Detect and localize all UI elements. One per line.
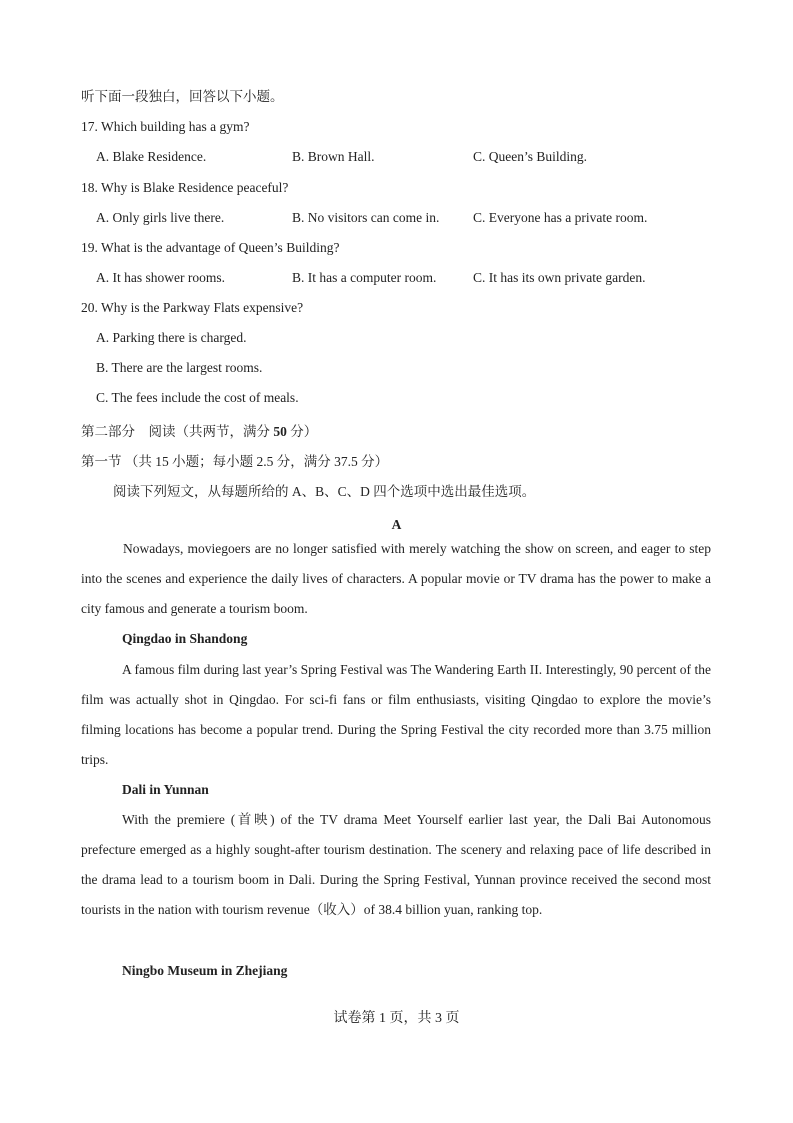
option-c: C. It has its own private garden. (473, 270, 646, 285)
section-1-title: 第一节 （共 15 小题；每小题 2.5 分，满分 37.5 分） (81, 454, 389, 469)
option-b: B. It has a computer room. (292, 270, 437, 285)
page-footer: 试卷第 1 页，共 3 页 (333, 1011, 460, 1026)
section-text-dali: With the premiere (首映) of the TV drama Meet Yourself earlier last year, the Dali Bai Autonomous prefecture emerged as a highly sought-after tourism destination. The scenery and relaxing pace of life described in the drama lead to a tourism boom in Dali. During the Spring Festival, Yunnan province received the second most tourists in the nation with tourism revenue（收入）of 38.4 billion yuan, ranking top. (81, 812, 711, 917)
option-b: B. Brown Hall. (292, 149, 375, 164)
passage-intro-paragraph: Nowadays, moviegoers are no longer satisfied with merely watching the show on screen, and eager to step into the scenes and experience the daily lives of characters. A popular movie or TV drama has the power to make a city famous and generate a tourism boom. (81, 541, 711, 616)
part-2-score: 50 (273, 424, 287, 439)
section-title-dali: Dali in Yunnan (122, 782, 209, 797)
passage-letter: A (391, 517, 402, 532)
question-20-option-a: A. Parking there is charged. (96, 330, 247, 345)
listening-instruction: 听下面一段独白，回答以下小题。 (81, 89, 284, 104)
question-18-stem: 18. Why is Blake Residence peaceful? (81, 180, 289, 195)
reading-instruction: 阅读下列短文，从每题所给的 A、B、C、D 四个选项中选出最佳选项。 (113, 484, 536, 499)
question-19-stem: 19. What is the advantage of Queen’s Building? (81, 240, 340, 255)
option-b: B. No visitors can come in. (292, 210, 440, 225)
section-text-qingdao: A famous film during last year’s Spring Festival was The Wandering Earth II. Interestingly, 90 percent of the film was actually shot in Qingdao. For sci-fi fans or film enthusiasts, visiting Qingdao to explore the movie’s filming locations has become a popular trend. During the Spring Festival the city recorded more than 3.75 million trips. (81, 662, 711, 767)
question-17-stem: 17. Which building has a gym? (81, 119, 250, 134)
option-c: C. Everyone has a private room. (473, 210, 648, 225)
part-2-title-suffix: 分） (286, 424, 318, 439)
section-title-qingdao: Qingdao in Shandong (122, 631, 248, 646)
option-c: C. Queen’s Building. (473, 149, 587, 164)
option-a: A. It has shower rooms. (96, 270, 225, 285)
option-a: A. Blake Residence. (96, 149, 207, 164)
part-2-title-prefix: 第二部分 阅读（共两节，满分 (81, 424, 274, 439)
section-title-ningbo: Ningbo Museum in Zhejiang (122, 963, 288, 978)
question-20-option-b: B. There are the largest rooms. (96, 360, 263, 375)
option-a: A. Only girls live there. (96, 210, 225, 225)
part-2-title (81, 423, 711, 441)
question-20-stem: 20. Why is the Parkway Flats expensive? (81, 300, 304, 315)
question-20-option-c: C. The fees include the cost of meals. (96, 390, 299, 405)
